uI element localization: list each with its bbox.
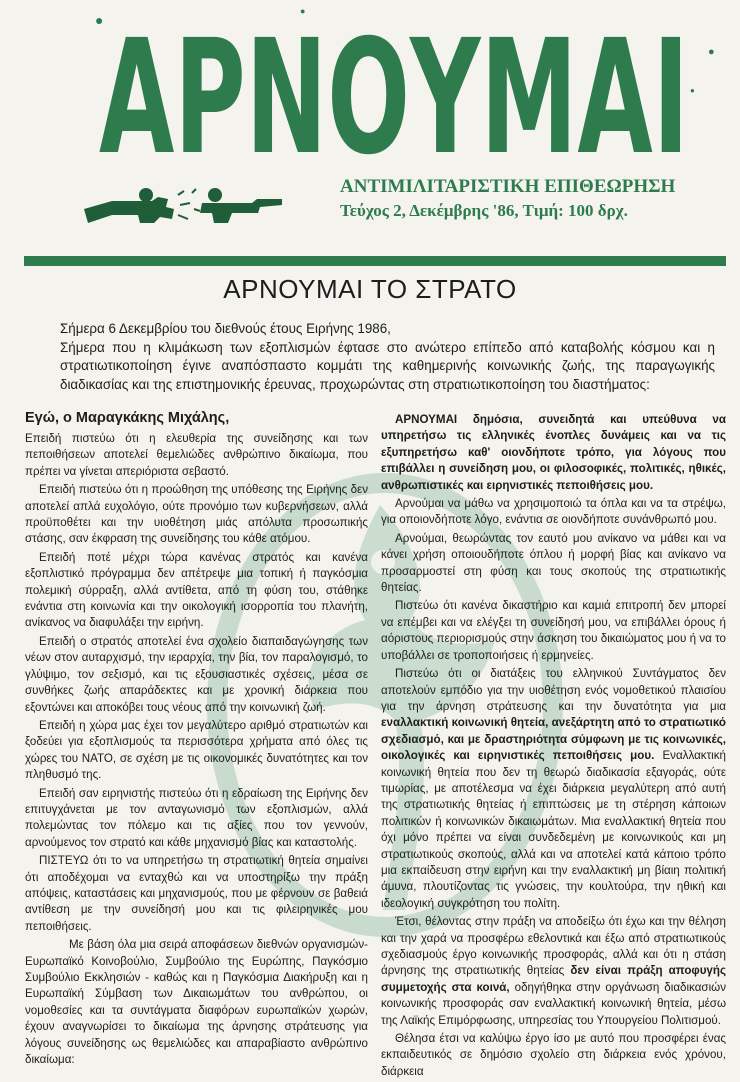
splatter-dot: ●	[708, 46, 715, 58]
text-run: Πιστεύω ότι οι διατάξεις του ελληνικού Συντάγματος δεν αποτελούν εμπόδιο για την υιοθέτηση ενός νομοθετικού πλαισίου για την άρνηση στράτευσης και την δυνατότητα για μια	[381, 667, 726, 713]
intro-paragraph: Σήμερα που η κλιμάκωση των εξοπλισμών έφτασε στο ανώτερο επίπεδο από καταβολής κόσμου και η στρατιωτικοποίηση έγινε αναπόσπαστο κομμάτι της καθημερινής κοινωνικής ζωής, της παραγωγικής διαδικασίας και της επιστημονικής έρευνας, προχωρώντας στη στρατιωτικοποίηση του διαστήματος:	[60, 339, 715, 392]
text-run: Έτσι, θέλοντας στην πράξη να αποδείξω ότι έχω και την θέληση και την χαρά να προσφέρω εθελοντικά και έξω από στρατιωτικούς σχεδιασμούς έργο κοινωνικής προσφοράς, αλλά και ότι η στάση άρνησης της στρατιωτικής θητείας	[381, 915, 726, 978]
splatter-dot: ●	[690, 86, 695, 95]
paragraph: Επειδή πιστεύω ότι η προώθηση της υπόθεσης της Ειρήνης δεν αποτελεί απλά ευχολόγιο, ούτε προνόμιο των κυβερνήσεων, αλλά προϋποθέτει και την υιοθέτηση μιάς απόλυτα προσωπικής στάσης, σαν έκφραση της συνείδησης του κάθε ατόμου.	[25, 483, 368, 546]
paragraph: Επειδή ποτέ μέχρι τώρα κανένας στρατός και κανένα εξοπλιστικό πρόγραμμα δεν απέτρεψε μια τοπική ή παγκόσμια πολεμική σύρραξη, αλλά αντίθετα, από τη φύση του, στάθηκε ενάντια στη κοινωνία και την οικολογική ισορροπία του πλανήτη, ανίκανος να διαφυλάξει την ειρήνη.	[25, 550, 368, 630]
bold-run: εναλλακτική κοινωνική θητεία, ανεξάρτητη από το στρατιωτικό σχεδιασμό, και με δραστηριότητα σύμφωνη με τις κοινωνικές, οικολογικές και ειρηνιστικές πεποιθήσεις μου.	[381, 716, 726, 763]
paragraph: Επειδή πιστεύω ότι η ελευθερία της συνείδησης και των πεποιθήσεων αποτελεί θεμελιώδες ανθρώπινο δικαίωμα, που πρέπει να γίνεται απεριόριστα σεβαστό.	[25, 432, 368, 478]
paragraph: ΠΙΣΤΕΥΩ ότι το να υπηρετήσω τη στρατιωτική θητεία σημαίνει ότι αποδέχομαι να ενταχθώ και να υποστηρίξω την πράξη απόψεις, καταστάσεις και μηχανισμούς, που με φέρνουν σε βαθειά αντίθεση με την συνείδησή μου και τις φιλειρηνικές μου πεποιθήσεις.	[25, 854, 368, 933]
paragraph: Επειδή η χώρα μας έχει τον μεγαλύτερο αριθμό στρατιωτών και ξοδεύει για εξοπλισμούς τα περισσότερα χρήματα από όλες τις χώρες του ΝΑΤΟ, σε σχέση με τις οικονομικές δυνατότητες και τον πληθυσμό της.	[25, 718, 368, 782]
intro-block	[60, 320, 715, 394]
bold-run: δεν είναι πράξη αποφυγής συμμετοχής στα κοινά,	[381, 964, 726, 994]
paragraph: Με βάση όλα μια σειρά αποφάσεων διεθνών οργανισμών-Ευρωπαϊκό Κοινοβούλιο, Συμβούλιο της Ευρώπης, Παγκόσμιο Συμβούλιο Εκκλησιών - καθώς και η Παγκόσμια Διακήρυξη και η Ευρωπαϊκή Σύμβαση των Δικαιωμάτων του ανθρώπου, οι νομοθεσίες και τα συντάγματα διαφόρων ευρωπαϊκών χωρών, έχουν αναγνωρίσει το δικαίωμα της άρνησης στράτευσης για λόγους συνείδησης ως θεμελιώδες και απαραβίαστο ανθρώπινο δικαίωμα:	[25, 938, 368, 1067]
author-heading: Εγώ, ο Μαραγκάκης Μιχάλης,	[25, 410, 230, 426]
right-column	[381, 412, 726, 1082]
paragraph: Θέλησα έτσι να καλύψω έργο ίσο με αυτό που προσφέρει ένας εκπαιδευτικός σε δημόσιο σχολείο στη διάρκεια ενός χρόνου, διάρκεια	[381, 1032, 726, 1078]
splatter-dot: ●	[95, 14, 104, 29]
text-run: Εναλλακτική κοινωνική θητεία που δεν τη θεωρώ διαδικασία εξαγοράς, ούτε τιμωρίας, με αποτέλεσμα να έχει διάρκεια μεγαλύτερη από αυτή της στρατιωτικής θητείας ή επιπτώσεις με τη στέρηση κάποιων πολιτικών ή κοινωνικών δικαιωμάτων. Μια εναλλακτική θητεία που όχι μόνο πρέπει να είναι συνδεδεμένη με κοινωνικούς και μη στρατιωτικούς σκοπούς, αλλά και να αποτελεί κατά κάποιο τρόπο μια εκπαίδευση στην ειρήνη και την εναλλακτική μη βίαιη πολιτική άμυνα, πλουτίζοντας τις γνώσεις, την κουλτούρα, την ηθική και ιδεολογική συγκρότηση του πολίτη.	[381, 749, 726, 910]
paragraph: Αρνούμαι να μάθω να χρησιμοποιώ τα όπλα και να τα στρέψω, για οποιονδήποτε λόγο, ενάντια σε οιονδήποτε συνάνθρωπό μου.	[381, 497, 726, 527]
masthead-subtitle: ΑΝΤΙΜΙΛΙΤΑΡΙΣΤΙΚΗ ΕΠΙΘΕΩΡΗΣΗ	[340, 176, 676, 197]
header-rule	[24, 256, 726, 266]
lead-paragraph: ΑΡΝΟΥΜΑΙ δημόσια, συνειδητά και υπεύθυνα να υπηρετήσω τις ελληνικές ένοπλες δυνάμεις και να τις εξυπηρετήσω καθ' οιονδήποτε τρόπο, για λόγους που επιβάλλει η συνείδηση μου, οι φιλοσοφικές, πολιτικές, ηθικές, ανθρωπιστικές και ειρηνιστικές πεποιθήσεις μου.	[381, 413, 726, 492]
broken-rifle-icon	[82, 183, 287, 233]
paragraph: Αρνούμαι, θεωρώντας τον εαυτό μου ανίκανο να μάθει και να κάνει χρήση οποιουδήποτε όπλου ή μορφή βίας και ανίκανο να προσαρμοστεί στη φύση και τους σκοπούς της στρατιωτικής θητείας.	[381, 531, 726, 595]
issue-info: Τεύχος 2, Δεκέμβρης '86, Τιμή: 100 δρχ.	[340, 201, 628, 220]
masthead-title: ΑΡΝΟΥΜΑΙ	[99, 6, 689, 181]
text-run: οδηγήθηκα στην οργάνωση διαδικασιών κοινωνικής προσφοράς σαν εναλλακτική κοινωνική θητεία, μέσω της Λαϊκής Επιμόρφωσης, υπηρεσίας του Υπουργείου Πολιτισμού.	[381, 980, 726, 1027]
article-headline: ΑΡΝΟΥΜΑΙ ΤΟ ΣΤΡΑΤΟ	[223, 274, 517, 304]
splatter-dot: ●	[300, 6, 306, 16]
left-column	[25, 408, 368, 1070]
masthead	[95, 6, 695, 181]
paragraph	[381, 666, 726, 912]
paragraph: Επειδή σαν ειρηνιστής πιστεύω ότι η εδραίωση της Ειρήνης δεν επιτυγχάνεται με τον ανταγωνισμό των εξοπλισμών, αλλά πολεμώντας τον πόλεμο και τις αξίες που τον γεννούν, αρνούμενος τον στρατό και κάθε μηχανισμό βίας και καταστολής.	[25, 786, 368, 849]
intro-paragraph: Σήμερα 6 Δεκεμβρίου του διεθνούς έτους Ειρήνης 1986,	[60, 321, 391, 336]
paragraph: Επειδή ο στρατός αποτελεί ένα σχολείο διαπαιδαγώγησης των νέων στον αυταρχισμό, την ιεραρχία, την βία, τον παραλογισμό, το γλύψιμο, τον σεξισμό, και τις εξουσιαστικές σχέσεις, μέσα σε συνθήκες ζωής απαράδεκτες και με χρονική διάρκεια που εξοντώνει και αποκόβει τους νέους από την κοινωνική ζωή.	[25, 634, 368, 714]
paragraph	[381, 914, 726, 1029]
paragraph: Πιστεύω ότι κανένα δικαστήριο και καμιά επιτροπή δεν μπορεί να επέμβει και να ελέγξει τη συνείδησή μου, να επιβάλλει όρους ή αόριστους περιορισμούς στην άσκηση του δικαιώματος μου ή να το υποβάλλει σε τροποποιήσεις ή ερμηνείες.	[381, 599, 726, 662]
masthead-logo-art	[95, 6, 695, 181]
